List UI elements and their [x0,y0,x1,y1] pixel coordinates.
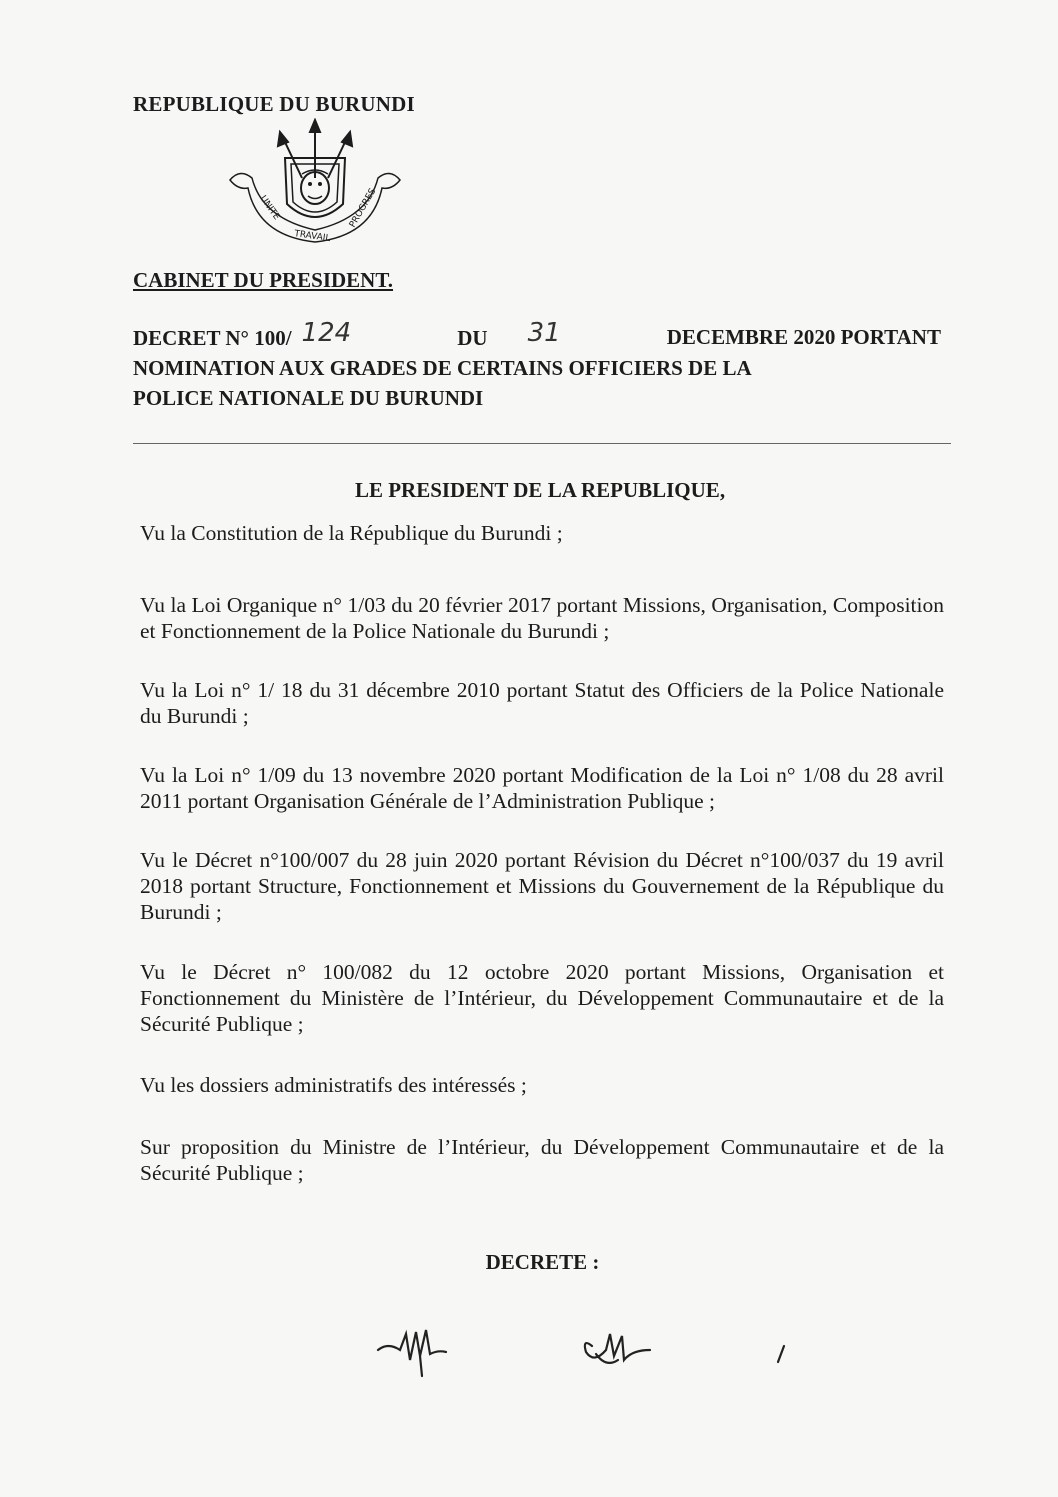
consideration-proposition-ministre: Sur proposition du Ministre de l’Intérieur, du Développement Communautaire et de la Sécurité Publique ; [140,1135,944,1185]
cabinet-heading: CABINET DU PRESIDENT. [133,268,394,292]
decree-title-line-3: POLICE NATIONALE DU BURUNDI [133,386,484,410]
burundi-coat-of-arms-icon [222,118,408,248]
consideration-structure-gouvernement: Vu le Décret n°100/007 du 28 juin 2020 portant Révision du Décret n°100/037 du 19 avril 2018 portant Structure, Fonctionnement et Missions du Gouvernement de la République du Burundi ; [140,848,944,924]
decree-day-handwritten: 31 [527,318,561,348]
handwritten-initials-signature [360,1320,800,1390]
decree-title-line-2: NOMINATION AUX GRADES DE CERTAINS OFFICIERS DE LA [133,356,752,380]
consideration-dossiers: Vu les dossiers administratifs des intéressés ; [140,1073,527,1097]
republic-heading: REPUBLIQUE DU BURUNDI [133,92,415,116]
decree-number-handwritten: 124 [301,318,352,348]
separator-line [133,443,951,444]
consideration-ministere-interieur: Vu le Décret n° 100/082 du 12 octobre 2020 portant Missions, Organisation et Fonctionnement du Ministère de l’Intérieur, du Développement Communautaire et de la Sécurité Publique ; [140,960,944,1036]
emblem-motto-progres: PROGRES [347,186,379,230]
consideration-constitution: Vu la Constitution de la République du Burundi ; [140,521,563,545]
decree-number-prefix: DECRET N° 100/ [133,326,292,350]
emblem-motto-travail: TRAVAIL [293,229,331,245]
decrete-heading: DECRETE : [485,1250,600,1274]
consideration-administration-publique: Vu la Loi n° 1/09 du 13 novembre 2020 portant Modification de la Loi n° 1/08 du 28 avril 2011 portant Organisation Générale de l’Administration Publique ; [140,763,944,813]
consideration-statut-officiers: Vu la Loi n° 1/ 18 du 31 décembre 2010 portant Statut des Officiers de la Police Nationale du Burundi ; [140,678,944,728]
decree-date-suffix: DECEMBRE 2020 PORTANT [666,325,941,349]
decree-title [133,318,941,413]
emblem-motto-unite: UNITE [257,193,282,222]
consideration-loi-organique: Vu la Loi Organique n° 1/03 du 20 février 2017 portant Missions, Organisation, Composition et Fonctionnement de la Police Nationale du Burundi ; [140,593,944,643]
decree-du: DU [457,326,488,350]
decree-title-line-1 [133,318,941,353]
president-heading: LE PRESIDENT DE LA REPUBLIQUE, [354,478,726,502]
